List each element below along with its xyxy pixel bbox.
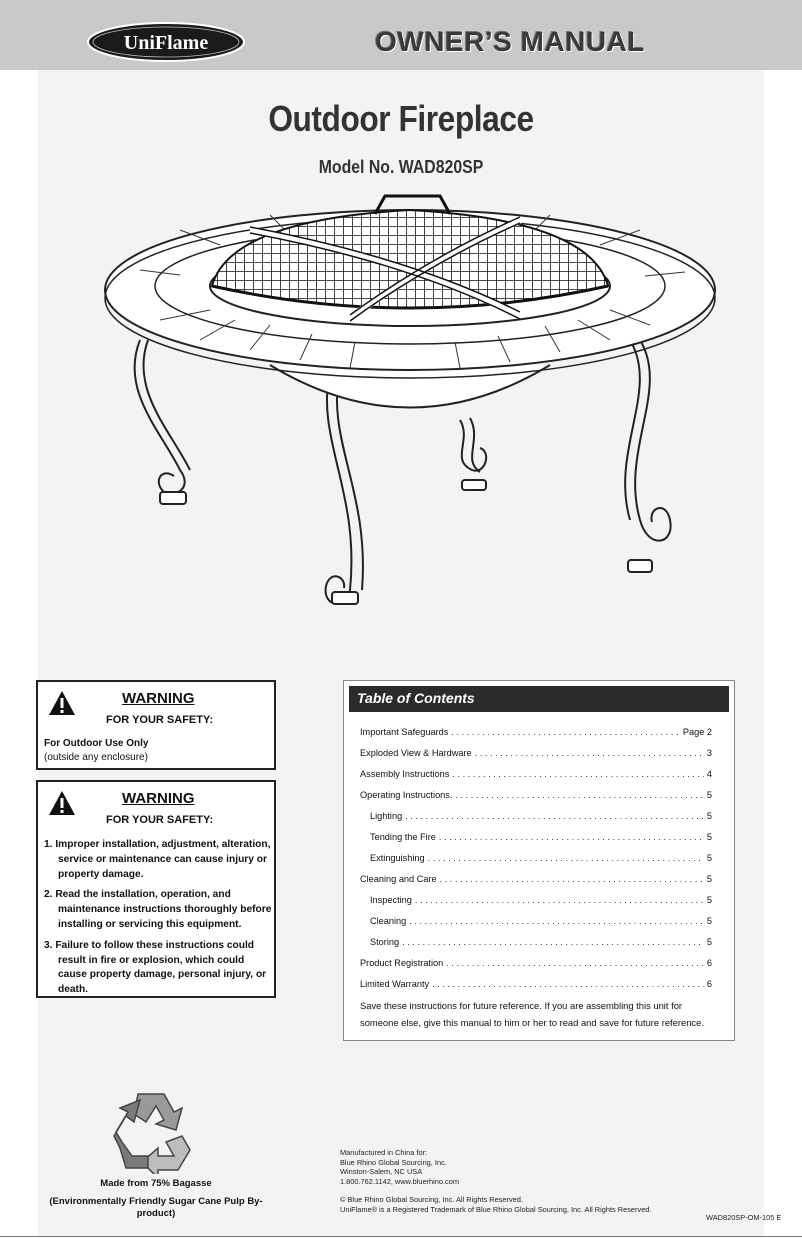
toc-entry: [360, 958, 712, 979]
toc-leader-dots: [402, 937, 704, 947]
toc-leader-dots: [451, 727, 680, 737]
warning-item: 3. Failure to follow these instructions could result in fire or explosion, which could cause property damage, personal injury, or death.: [44, 939, 267, 996]
made-from-label: Made from 75% Bagasse: [100, 1178, 212, 1189]
warning-box-outdoor-use: [36, 680, 276, 770]
toc-entry-page: 5: [706, 916, 712, 926]
toc-entry-label: Product Registration: [360, 958, 444, 968]
toc-entry-label: Storing: [370, 937, 400, 947]
toc-entry-page: 4: [706, 769, 712, 779]
warning-triangle-icon: [48, 690, 76, 716]
bottom-rule: [0, 1236, 802, 1237]
toc-entry-page: Page 2: [682, 727, 712, 737]
owners-manual-title: OWNER’S MANUAL: [375, 26, 645, 57]
toc-entry-page: 5: [706, 874, 712, 884]
toc-entry-label: Important Safeguards: [360, 727, 449, 737]
toc-leader-dots: [405, 811, 704, 821]
toc-entry: [360, 811, 712, 832]
toc-entry: [360, 748, 712, 769]
toc-title-bar: [349, 686, 729, 712]
toc-entry-page: 5: [706, 937, 712, 947]
toc-entry: [360, 895, 712, 916]
warning-heading: WARNING: [122, 790, 195, 807]
toc-entry: [360, 874, 712, 895]
document-number: WAD820SP-OM-105 E: [706, 1213, 782, 1222]
toc-entry-label: Limited Warranty: [360, 979, 430, 989]
model-number: Model No. WAD820SP: [318, 157, 484, 177]
warning-item: 2. Read the installation, operation, and maintenance instructions thoroughly before installing or servicing this equipment.: [44, 889, 272, 930]
footer-line: Blue Rhino Global Sourcing, Inc.: [340, 1157, 447, 1167]
warning-outside-enclosure: (outside any enclosure): [44, 752, 148, 763]
footer-manufacturer: [340, 1148, 770, 1215]
toc-entry-page: 3: [706, 748, 712, 758]
svg-text:UniFlame: UniFlame: [123, 32, 209, 54]
table-of-contents: [343, 680, 735, 1041]
toc-leader-dots: [446, 958, 704, 968]
warning-subheading: FOR YOUR SAFETY:: [106, 714, 214, 726]
footer-line: 1.800.762.1142, www.bluerhino.com: [340, 1176, 460, 1186]
recycle-icon: [112, 1086, 192, 1174]
toc-entry: [360, 916, 712, 937]
toc-entry: [360, 853, 712, 874]
toc-entry-page: 5: [706, 895, 712, 905]
toc-entry: [360, 769, 712, 790]
warning-heading: WARNING: [122, 690, 195, 707]
toc-entry-page: 5: [706, 832, 712, 842]
toc-leader-dots: [439, 832, 704, 842]
warning-list: [44, 838, 274, 1004]
toc-leader-dots: [475, 748, 704, 758]
toc-entry-label: Exploded View & Hardware: [360, 748, 472, 758]
toc-entry-page: 6: [706, 979, 712, 989]
toc-entry-label: Cleaning and Care: [360, 874, 437, 884]
toc-entry-label: Lighting: [370, 811, 403, 821]
toc-entry-page: 5: [706, 790, 712, 800]
uniflame-logo: [86, 21, 246, 63]
warning-outdoor-only: For Outdoor Use Only: [44, 738, 149, 749]
toc-leader-dots: [432, 979, 704, 989]
toc-entry-label: Assembly Instructions: [360, 769, 450, 779]
toc-entry: [360, 937, 712, 958]
fire-pit-illustration: [100, 190, 720, 630]
toc-leader-dots: [440, 874, 704, 884]
toc-entry: [360, 832, 712, 853]
warning-box-installation: [36, 780, 276, 998]
footer-line: Manufactured in China for:: [340, 1148, 428, 1157]
toc-leader-dots: [409, 916, 704, 926]
footer-copyright: © Blue Rhino Global Sourcing, Inc. All Rights Reserved.: [340, 1195, 523, 1205]
footer-trademark: UniFlame® is a Registered Trademark of Blue Rhino Global Sourcing, Inc. All Rights Reserved.: [340, 1204, 652, 1214]
toc-entry-page: 5: [706, 811, 712, 821]
toc-entry-page: 6: [706, 958, 712, 968]
toc-entry-label: Tending the Fire: [370, 832, 436, 842]
document-title: Outdoor Fireplace: [268, 98, 534, 139]
toc-leader-dots: [428, 853, 704, 863]
toc-entry-label: Extinguishing: [370, 853, 425, 863]
toc-note: Save these instructions for future reference. If you are assembling this unit for someone else, give this manual to him or her to read and save for future reference.: [360, 1000, 704, 1028]
toc-entry-label: Cleaning: [370, 916, 407, 926]
toc-entry-label: Operating Instructions.: [360, 790, 453, 800]
toc-leader-dots: [455, 790, 703, 800]
warning-triangle-icon: [48, 790, 76, 816]
toc-title: Table of Contents: [357, 690, 475, 706]
warning-item: 1. Improper installation, adjustment, alteration, service or maintenance can cause injury or property damage.: [44, 839, 271, 880]
toc-entry: [360, 727, 712, 748]
footer-line: Winston-Salem, NC USA: [340, 1167, 423, 1177]
toc-leader-dots: [452, 769, 704, 779]
environment-note: (Environmentally Friendly Sugar Cane Pulp By-product): [49, 1196, 263, 1219]
toc-entry: [360, 790, 712, 811]
toc-entry-page: 5: [706, 853, 712, 863]
toc-entry-label: Inspecting: [370, 895, 412, 905]
warning-subheading: FOR YOUR SAFETY:: [106, 814, 214, 826]
toc-entries: [360, 727, 712, 1000]
toc-leader-dots: [415, 895, 704, 905]
